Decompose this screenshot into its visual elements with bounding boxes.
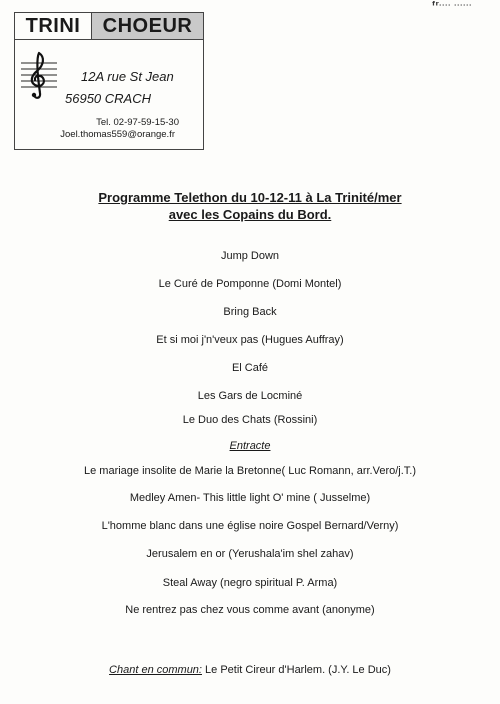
intermission-heading xyxy=(0,440,500,452)
program-item: L'homme blanc dans une église noire Gospel Bernard/Verny) xyxy=(101,520,399,532)
logo-text-trini: TRINI xyxy=(15,13,92,39)
program-item: Les Gars de Locminé xyxy=(197,390,303,402)
treble-clef-icon xyxy=(19,49,59,101)
program-item: Steal Away (negro spiritual P. Arma) xyxy=(162,577,338,589)
program-item: Bring Back xyxy=(223,306,277,318)
address-line-2: 56950 CRACH xyxy=(65,91,151,106)
address-line-1: 12A rue St Jean xyxy=(81,69,174,84)
program-item: Le Duo des Chats (Rossini) xyxy=(182,414,318,426)
email-address: Joel.thomas559@orange.fr xyxy=(60,129,175,140)
intermission-label: Entracte xyxy=(229,440,271,452)
phone-number: Tel. 02-97-59-15-30 xyxy=(96,117,179,128)
program-item: Medley Amen- This little light O' mine ( Jusselme) xyxy=(129,492,371,504)
letterhead xyxy=(14,12,204,150)
program-item: Le Curé de Pomponne (Domi Montel) xyxy=(158,278,342,290)
closing-song-label: Chant en commun: xyxy=(109,664,202,676)
logo xyxy=(15,13,203,40)
program-item: Le mariage insolite de Marie la Bretonne( Luc Romann, arr.Vero/j.T.) xyxy=(84,465,416,477)
page-title-line-1: Programme Telethon du 10-12-11 à La Trinité/mer xyxy=(98,190,402,205)
page-title-line-2: avec les Copains du Bord. xyxy=(168,207,332,222)
scan-artifact-text: fr.... ...... xyxy=(431,0,472,7)
logo-text-choeur: CHOEUR xyxy=(92,13,203,39)
program-item: El Café xyxy=(231,362,269,374)
closing-song xyxy=(0,664,500,676)
program-item: Et si moi j'n'veux pas (Hugues Auffray) xyxy=(156,334,344,346)
program-item: Jump Down xyxy=(220,250,280,262)
closing-song-text: Le Petit Cireur d'Harlem. (J.Y. Le Duc) xyxy=(201,664,391,676)
program-item: Ne rentrez pas chez vous comme avant (anonyme) xyxy=(125,604,375,616)
program-item: Jerusalem en or (Yerushala'im shel zahav) xyxy=(146,548,354,560)
